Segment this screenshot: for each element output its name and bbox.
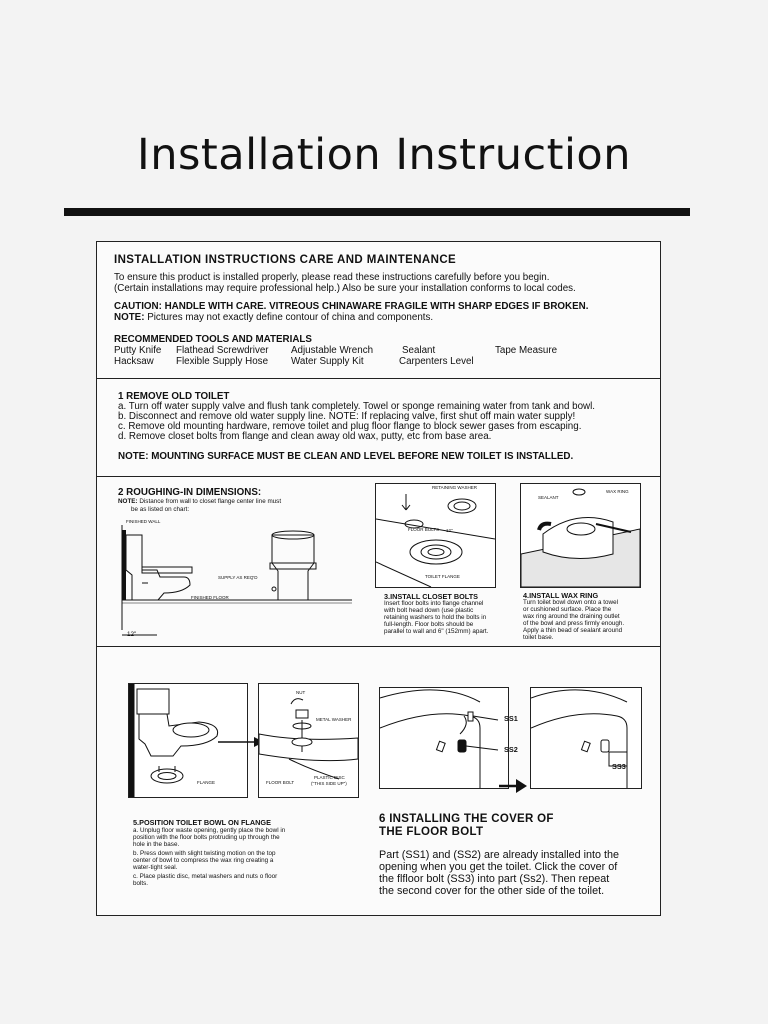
step4-line-1: Turn toilet bowl down onto a towel — [523, 599, 618, 606]
step2-heading: 2 ROUGHING-IN DIMENSIONS: — [118, 487, 262, 498]
step5-line-3: hole in the base. — [133, 841, 180, 848]
caution-text: CAUTION: HANDLE WITH CARE. VITREOUS CHINAWARE FRAGILE WITH SHARP EDGES IF BROKEN. — [114, 301, 589, 312]
tool-putty-knife: Putty Knife — [114, 345, 162, 356]
step2-note-label: NOTE: — [118, 498, 138, 505]
label-bolt-distance: 12" — [446, 528, 453, 533]
roughing-in-diagram — [112, 515, 352, 645]
label-supply: SUPPLY AS REQ'D — [218, 575, 258, 580]
step5-line-6: water-tight seal. — [133, 864, 178, 871]
step5-line-2: position with the floor bolts protruding up through the — [133, 834, 280, 841]
cover-after-image — [530, 687, 642, 789]
step2-note-line-1 — [118, 498, 281, 505]
step6-line-1: Part (SS1) and (SS2) are already installed into the — [379, 849, 620, 861]
step3-line-2: with bolt head down (use plastic — [384, 607, 474, 614]
label-ss1: SS1 — [504, 714, 518, 723]
label-nut: NUT — [296, 690, 306, 695]
label-floor-bolt: FLOOR BOLT — [266, 780, 295, 785]
step3-line-3: retaining washers to hold the bolts in — [384, 614, 487, 621]
step1-heading: 1 REMOVE OLD TOILET — [118, 391, 230, 402]
note-label: NOTE: — [114, 312, 145, 323]
page-title: Installation Instruction — [137, 130, 631, 180]
step2-note-line-2: be as listed on chart: — [131, 506, 190, 513]
label-plastic-disc: PLASTIC DISC — [314, 775, 345, 780]
label-wax-ring: WAX RING — [606, 489, 629, 494]
step4-line-6: toilet base. — [523, 634, 554, 641]
tool-tape-measure: Tape Measure — [495, 345, 558, 356]
label-sealant: SEALANT — [538, 495, 559, 500]
step5-heading: 5.POSITION TOILET BOWL ON FLANGE — [133, 818, 271, 827]
step6-line-2: opening when you get the toilet. Click the cover of — [379, 861, 618, 873]
step5-line-5: center of bowl to compress the wax ring creating a — [133, 857, 274, 864]
step5-line-4: b. Press down with slight twisting motion on the top — [133, 850, 276, 857]
note-text: Pictures may not exactly define contour of china and components. — [147, 312, 434, 323]
divider-1 — [96, 378, 660, 379]
divider-3 — [96, 646, 660, 647]
step4-line-2: or cushioned surface. Place the — [523, 606, 612, 613]
step4-line-5: Apply a thin bead of sealant around — [523, 627, 623, 634]
tool-flathead-screwdriver: Flathead Screwdriver — [176, 345, 269, 356]
step6-heading-line-2: THE FLOOR BOLT — [379, 826, 484, 838]
step1-item-d: d. Remove closet bolts from flange and clean away old wax, putty, etc from base area. — [118, 431, 492, 442]
step5-line-1: a. Unplug floor waste opening, gently place the bowl in — [133, 827, 286, 834]
step1-note: NOTE: MOUNTING SURFACE MUST BE CLEAN AND LEVEL BEFORE NEW TOILET IS INSTALLED. — [118, 451, 574, 462]
label-floor-bolts: FLOOR BOLTS — [408, 527, 440, 532]
label-finished-floor: FINISHED FLOOR — [191, 595, 229, 600]
step3-line-5: parallel to wall and 6" (152mm) apart. — [384, 628, 489, 635]
label-this-side-up: ("THIS SIDE UP") — [311, 781, 347, 786]
tool-sealant: Sealant — [402, 345, 436, 356]
tool-adjustable-wrench: Adjustable Wrench — [291, 345, 374, 356]
intro-heading: INSTALLATION INSTRUCTIONS CARE AND MAINTENANCE — [114, 254, 457, 266]
closet-bolts-image — [375, 483, 496, 588]
step4-line-4: of the bowl and press firmly enough. — [523, 620, 625, 627]
label-retaining-washer: RETAINING WASHER — [432, 485, 478, 490]
step1-item-a: a. Turn off water supply valve and flush tank completely. Towel or sponge remaining water from tank and bowl. — [118, 401, 596, 412]
tools-heading: RECOMMENDED TOOLS AND MATERIALS — [114, 334, 312, 345]
step5-line-7: c. Place plastic disc, metal washers and nuts o floor — [133, 873, 278, 880]
step4-heading: 4.INSTALL WAX RING — [523, 591, 599, 600]
label-metal-washer: METAL WASHER — [316, 717, 352, 722]
label-12-inch: 12" — [127, 631, 137, 638]
step5-line-8: bolts. — [133, 880, 149, 887]
step2-note-text: Distance from wall to closet flange center line must — [139, 498, 282, 505]
step6-heading-line-1: 6 INSTALLING THE COVER OF — [379, 813, 554, 825]
step4-line-3: wax ring around the draining outlet — [523, 613, 620, 620]
intro-line-2: (Certain installations may require professional help.) Also be sure your installation conforms to local codes. — [114, 283, 576, 294]
intro-line-1: To ensure this product is installed properly, please read these instructions carefully before you begin. — [114, 272, 550, 283]
intro-note — [114, 312, 433, 323]
title-rule — [64, 208, 690, 216]
arrow-to-after — [499, 777, 527, 795]
label-finished-wall: FINISHED WALL — [126, 519, 161, 524]
tool-hacksaw: Hacksaw — [114, 356, 154, 367]
step3-line-1: Insert floor bolts into flange channel — [384, 600, 484, 607]
divider-2 — [96, 476, 660, 477]
step3-heading: 3.INSTALL CLOSET BOLTS — [384, 592, 479, 601]
step6-line-4: the second cover for the other side of the toilet. — [379, 885, 605, 897]
tool-supply-hose: Flexible Supply Hose — [176, 356, 269, 367]
step3-line-4: full-length. Floor bolts should be — [384, 621, 474, 628]
label-flange: FLANGE — [197, 780, 216, 785]
step1-item-c: c. Remove old mounting hardware, remove toilet and plug floor flange to block sewer gases from escaping. — [118, 421, 582, 432]
label-ss2: SS2 — [504, 745, 518, 754]
label-ss3: SS3 — [612, 762, 626, 771]
label-toilet-flange: TOILET FLANGE — [425, 574, 460, 579]
tool-water-supply-kit: Water Supply Kit — [291, 356, 364, 367]
step1-item-b: b. Disconnect and remove old water supply line. NOTE: If replacing valve, first shut off main water supply! — [118, 411, 576, 422]
cover-before-image — [379, 687, 509, 789]
tool-carpenters-level: Carpenters Level — [399, 356, 474, 367]
step6-line-3: the flfloor bolt (SS3) into part (Ss2). Then repeat — [379, 873, 610, 885]
